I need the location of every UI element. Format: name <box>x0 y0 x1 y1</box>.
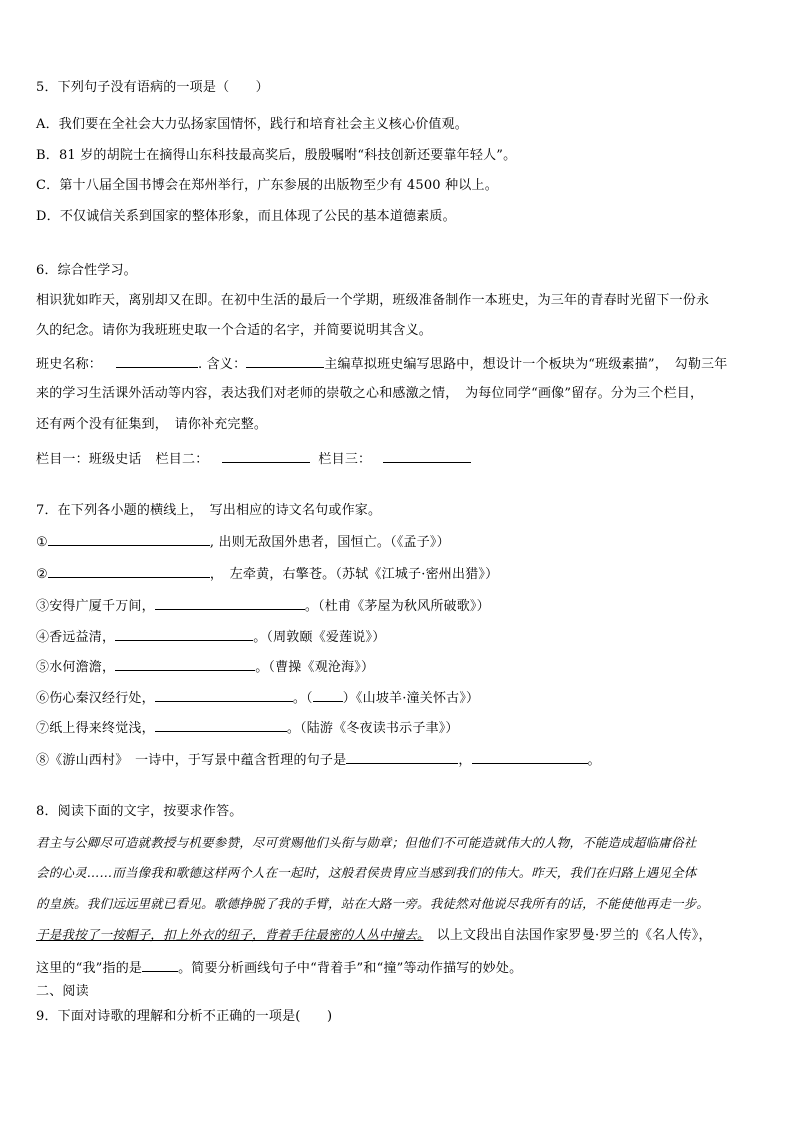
q8-stem: 8．阅读下面的文字，按要求作答。 <box>36 804 243 819</box>
q7-item-8-prefix: ⑧《游山西村》 一诗中，于写景中蕴含哲理的句子是 <box>36 753 347 768</box>
q7-item-4-blank[interactable] <box>115 627 253 641</box>
q7-item-2-text: ， 左牵黄，右擎苍。（苏轼《江城子·密州出猎》） <box>209 567 499 582</box>
q8-passage-line4 <box>36 926 712 945</box>
section-2-title: 二、阅读 <box>36 984 89 999</box>
q7-item-5-prefix: ⑤水何澹澹， <box>36 660 116 675</box>
exam-page <box>36 0 781 1123</box>
q7-item-3-text: 。（杜甫《茅屋为秋风所破歌》） <box>304 599 490 614</box>
q7-item-7-text: 。（陆游《冬夜读书示子聿》） <box>286 721 459 736</box>
q7-item-6-text: 。（ <box>292 691 313 706</box>
q7-item-3-blank[interactable] <box>155 596 305 610</box>
q6-name-line <box>36 354 727 374</box>
q8-passage-line1: 君主与公卿尽可造就教授与机要参赞，尽可赏赐他们头衔与勋章；但他们不可能造就伟大的人物，不能造成超临庸俗社 <box>36 835 697 850</box>
q7-item-6-tail: ）《山坡羊·潼关怀古》） <box>342 691 480 706</box>
q7-item-4-prefix: ④香远益清， <box>36 630 116 645</box>
q7-item-6-blank[interactable] <box>155 688 293 702</box>
q9-stem: 9．下面对诗歌的理解和分析不正确的一项是( ) <box>36 1009 333 1024</box>
q8-passage-line2: 会的心灵……而当像我和歌德这样两个人在一起时，这般君侯贵胄应当感到我们的伟大。昨天，我们在归路上遇见全体 <box>36 865 697 880</box>
q7-item-3 <box>36 596 490 616</box>
q7-item-1-prefix: ① <box>36 535 48 550</box>
q7-item-8-blank-1[interactable] <box>346 750 458 764</box>
q7-item-1 <box>36 532 450 552</box>
q8-question-b: 。简要分析画线句子中“背着手”和“撞”等动作描写的妙处。 <box>178 961 523 976</box>
q7-item-5 <box>36 657 374 677</box>
q6-para2-line1-rest: 主编草拟班史编写思路中，想设计一个板块为“班级素描”， 勾勒三年 <box>324 357 728 372</box>
q5-option-d: D．不仅诚信关系到国家的整体形象，而且体现了公民的基本道德素质。 <box>36 209 456 224</box>
q7-item-8-comma: ， <box>458 753 472 768</box>
q8-question-a: 这里的“我”指的是 <box>36 961 143 976</box>
q7-item-2 <box>36 564 498 584</box>
q7-item-8 <box>36 750 601 770</box>
q6-columns-line <box>36 449 471 469</box>
q5-stem: 5．下列句子没有语病的一项是（ ） <box>36 80 269 95</box>
q5-option-c: C．第十八届全国书博会在郑州举行，广东参展的出版物至少有 4500 种以上。 <box>36 178 498 193</box>
q5-option-b: B．81 岁的胡院士在摘得山东科技最高奖后，殷殷嘱咐“科技创新还要靠年轻人”。 <box>36 148 517 163</box>
q7-item-7-prefix: ⑦纸上得来终觉浅， <box>36 721 155 736</box>
q7-item-4 <box>36 627 385 647</box>
q7-item-1-text: , 出则无敌国外患者，国恒亡。（《孟子》） <box>209 535 450 550</box>
q7-stem: 7．在下列各小题的横线上， 写出相应的诗文名句或作家。 <box>36 503 382 518</box>
q7-item-5-blank[interactable] <box>115 657 255 671</box>
q8-underlined-sentence: 于是我按了一按帽子，扣上外衣的纽子，背着手往最密的人丛中撞去。 <box>36 927 424 942</box>
q5-option-a: A．我们要在全社会大力弘扬家国情怀，践行和培育社会主义核心价值观。 <box>36 117 468 132</box>
q7-item-7-blank[interactable] <box>155 718 287 732</box>
q7-item-8-blank-2[interactable] <box>472 750 588 764</box>
q6-para2-line2: 来的学习生活课外活动等内容，表达我们对老师的崇敬之心和感激之情， 为每位同学“画像”留存。分为三个栏目， <box>36 386 704 401</box>
q7-item-6-prefix: ⑥伤心秦汉经行处， <box>36 691 155 706</box>
q6-column3-blank[interactable] <box>383 449 471 463</box>
q6-name-blank[interactable] <box>116 354 198 368</box>
q6-para1-line1: 相识犹如昨天，离别却又在即。在初中生活的最后一个学期，班级准备制作一本班史，为三年的青春时光留下一份永 <box>36 293 710 308</box>
q7-item-2-blank[interactable] <box>48 564 210 578</box>
q7-item-2-prefix: ② <box>36 567 48 582</box>
q7-item-8-tail: 。 <box>587 753 601 768</box>
q6-stem: 6．综合性学习。 <box>36 263 137 278</box>
q6-column2-label: 栏目二： <box>155 452 209 467</box>
q6-meaning-label: . 含义： <box>198 357 247 372</box>
q6-meaning-blank[interactable] <box>246 354 324 368</box>
q7-item-1-blank[interactable] <box>48 532 210 546</box>
q6-column2-blank[interactable] <box>222 449 310 463</box>
q7-item-3-prefix: ③安得广厦千万间， <box>36 599 155 614</box>
q6-column3-label: 栏目三： <box>318 452 372 467</box>
q7-item-6-author-blank[interactable] <box>313 688 343 702</box>
q8-passage-line3: 的皇族。我们远远里就已看见。歌德挣脱了我的手臂，站在大路一旁。我徒然对他说尽我所有的话，不能使他再走一步。 <box>36 896 710 911</box>
q8-question-line <box>36 958 522 978</box>
q7-item-5-text: 。（曹操《观沧海》） <box>255 660 375 675</box>
q6-column1: 栏目一：班级史话 <box>36 452 142 467</box>
q7-item-4-text: 。（周敦颐《爱莲说》） <box>253 630 386 645</box>
q6-name-label: 班史名称： <box>36 357 103 372</box>
q6-para2-line3: 还有两个没有征集到， 请你补充完整。 <box>36 417 268 432</box>
q7-item-7 <box>36 718 459 738</box>
q6-para1-line2: 久的纪念。请你为我班班史取一个合适的名字，并简要说明其含义。 <box>36 323 433 338</box>
q8-source-note: 以上文段出自法国作家罗曼·罗兰的《名人传》， <box>423 928 712 943</box>
q7-item-6 <box>36 688 479 708</box>
q8-answer-blank[interactable] <box>142 958 178 972</box>
